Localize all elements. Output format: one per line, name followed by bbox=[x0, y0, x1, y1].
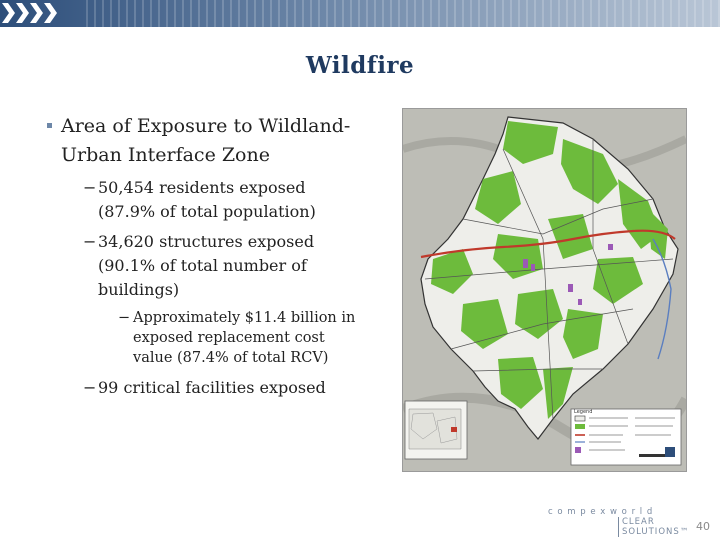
banner-stripes bbox=[80, 0, 720, 27]
company-logo bbox=[548, 505, 708, 535]
dash-bullet: − bbox=[83, 232, 97, 251]
dash-bullet: − bbox=[83, 178, 97, 197]
sub-bullet bbox=[45, 176, 365, 224]
logo-top-text: c o m p e x w o r l d bbox=[548, 507, 654, 517]
chevron-icon bbox=[44, 3, 57, 23]
top-banner bbox=[0, 0, 720, 27]
main-bullet bbox=[45, 112, 365, 170]
dash-bullet: − bbox=[83, 378, 97, 397]
sub-sub-bullet-text: Approximately $11.4 billion in exposed replacement cost value (87.4% of total RCV) bbox=[133, 310, 356, 366]
sub-bullet-text: 34,620 structures exposed (90.1% of total number of buildings) bbox=[98, 232, 315, 299]
logo-bottom-text: CLEAR SOLUTIONS™ bbox=[618, 517, 708, 537]
main-bullet-text: Area of Exposure to Wildland-Urban Interface Zone bbox=[61, 115, 351, 166]
banner-chevrons bbox=[2, 3, 58, 23]
page-number: 40 bbox=[696, 520, 710, 533]
map-graphic bbox=[403, 109, 686, 471]
slide-title: Wildfire bbox=[305, 52, 415, 79]
sub-sub-bullet bbox=[45, 308, 358, 368]
inset-locator-map bbox=[405, 401, 467, 459]
sub-bullet bbox=[45, 376, 365, 400]
sub-bullet-text: 99 critical facilities exposed bbox=[98, 378, 326, 397]
chevron-icon bbox=[16, 3, 29, 23]
map-legend bbox=[571, 409, 681, 465]
sub-bullet-text: 50,454 residents exposed (87.9% of total population) bbox=[98, 178, 316, 221]
sub-bullet bbox=[45, 230, 365, 302]
chevron-icon bbox=[30, 3, 43, 23]
chevron-icon bbox=[2, 3, 15, 23]
square-bullet-icon bbox=[47, 123, 52, 128]
dash-bullet: − bbox=[118, 310, 131, 326]
bullet-content bbox=[45, 112, 365, 406]
wui-exposure-map bbox=[402, 108, 687, 472]
legend-title: Legend bbox=[574, 409, 593, 415]
